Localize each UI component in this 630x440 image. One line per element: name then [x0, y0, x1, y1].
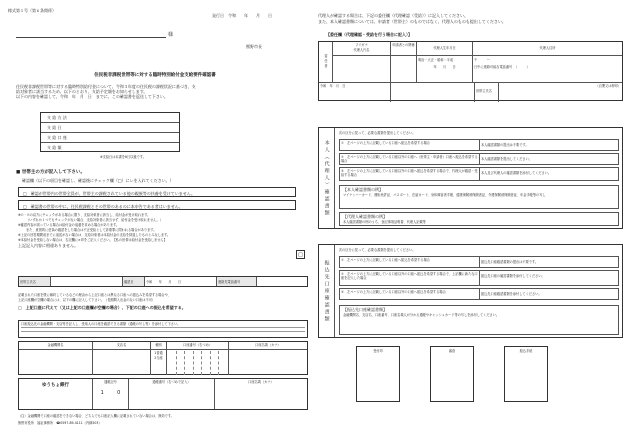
section-check-title: ■ 世帯主の方が記入して下さい。	[16, 170, 85, 175]
transfer-intro: 次の区分に従って、必要な書類を提出してください。	[339, 248, 416, 252]
transfer-doc-examples: 【振込先口座確認書類】 金融機関名、支店名、口座番号、口座名義人が分かる通帳やキャッシュカード等の写しを添付してください。	[339, 305, 619, 335]
householder-name-label: 世帯主氏名	[19, 277, 51, 286]
proxy-birth-header: 代理人生年月日	[417, 42, 473, 55]
payment-account-label: 支 給 口 座	[41, 133, 179, 143]
review-stamp-box: 審査	[430, 346, 474, 402]
proxy-address-header: 代理人住所	[539, 46, 556, 50]
check-item-2[interactable]: □ 確認書の世帯の中に、住民税課税とその世帯のあるのに本申告である者はいません。	[18, 200, 296, 210]
transfer-row-2: ② 左ページの上方に記載している口座以外の口座へ振込を希望する場合で、上記欄に新たな口座を記入した場合 振込先口座の確認書類を添付してください。	[339, 270, 619, 286]
yucho-symbol-digit-2: 0	[117, 389, 121, 396]
proxy-address-field[interactable]: 〒 ー 日中に連絡可能な電話番号 （ ）	[474, 57, 530, 69]
form-title: 住民税非課税世帯等に対する臨時特別給付金支給要件確認書	[94, 73, 216, 78]
form-number: 様式第１号（第６条関係）	[8, 8, 56, 13]
kind-header: 種別	[151, 342, 167, 349]
delegation-side-label: 委任者	[319, 42, 333, 82]
transfer-row-1: ① 左ページの上方に記載している口座へ振込を希望する場合 振込先口座確認書類の提出は不要です。	[339, 256, 619, 268]
relation-header: 申請者との関係	[391, 42, 417, 55]
id-row-2: ② 左ページの上方に記載している口座以外の口座へ（世帯主・申請者）口座へ振込を希望する場合 本人確認書類を提出してください。	[339, 153, 619, 165]
account-holder-field[interactable]	[229, 350, 307, 375]
payment-table	[40, 112, 180, 152]
phone-field[interactable]	[257, 277, 307, 286]
id-rows	[339, 139, 619, 181]
section-check-sub: 確認欄（以下の項目を確認し、確認後にチェック欄（□）にレを入れてください。）	[22, 178, 174, 183]
decline-checkbox[interactable]: □	[296, 250, 305, 259]
yucho-label: ゆうちょ銀行	[19, 379, 93, 409]
id-row-3: ③ 左ページの上方に記載している口座以外の口座へ振込を希望する場合で、代理人が確認・受給する場合 本人及び代理人の確認書類を添付してください。	[339, 167, 619, 181]
delegation-date-field[interactable]: 令和 年 月 日	[319, 83, 391, 102]
transfer-documents-panel	[318, 244, 623, 338]
yucho-number[interactable]: 通帳番号（右づめで記入）	[129, 379, 215, 409]
proxy-name-field[interactable]	[333, 56, 391, 82]
yucho-symbol[interactable]: 通帳記号 1 0	[93, 379, 129, 409]
delegation-title: 【委任欄（代理確認・受給を行う場合に記入）】	[326, 32, 412, 37]
contact-info: 熊野市役所 福祉事務所 ☎0597-89-4111（内線503）	[18, 421, 102, 425]
proxy-name-header: フリガナ 代理人氏名	[333, 42, 391, 55]
recipient-line	[16, 32, 166, 38]
bank-account-table	[18, 341, 308, 375]
transfer-stamp-box: 振込手続	[504, 346, 548, 402]
bank-fine-print: 口座振込先の金融機関・支店等を記入し、受取人の口座を確認できる書類（通帳の写し等）を添付して下さい。	[18, 320, 308, 338]
yucho-holder[interactable]: 口座名義（カナ）	[248, 379, 274, 384]
phone-label: 連絡先電話番号	[217, 277, 257, 286]
confirm-date-label: 確認日	[123, 277, 145, 286]
delegation-sign-field[interactable]: （自署又は押印）	[595, 84, 621, 88]
bank-name-field[interactable]	[19, 350, 93, 375]
id-row-1: ① 左ページの上方に記載している口座へ振込を希望する場合 本人確認書類の提出は不要です。	[339, 139, 619, 151]
kind-field[interactable]: 1普通 2当座	[151, 350, 167, 375]
signature-row	[18, 276, 308, 287]
recipient-suffix: 様	[168, 32, 174, 38]
id-doc-examples: 【本人確認書類の例】 マイナンバーカード、運転免許証、パスポート、在留カード、身体障害者手帳、健康保険被保険者証、介護保険被保険者証、年金手帳等の写し	[339, 185, 619, 209]
bank-section-text: 記載された口座を既に解約しているなどの理由から上記口座とは異なる口座への振込みを希望する場合や、 上記口座欄が空欄の場合には、以下の欄に記入して下さい。（長期間入出金のない口座は不可） □ 上記口座に代えて（又は上記の口座欄が空欄の場合）、下記の口座への振込を希望する。	[18, 293, 186, 310]
account-holder-header: 口座名義（カナ）	[255, 342, 281, 347]
id-intro: 次の区分に従って、必要な書類を提出してください。	[339, 131, 416, 135]
relation-field[interactable]	[391, 56, 417, 82]
payment-note: ※支給日は本書を6日以後です。	[100, 155, 146, 159]
payment-method-label: 支 給 方 法	[41, 113, 179, 123]
right-header: 代理人が確認する場合は、下記の委任欄（代理確認（受給））に記入してください。 また、本人確認書類については、申請者（世帯主）のものではなく、代理人のものも提出してください。	[318, 13, 506, 25]
bank-name-header: 金融機関名	[19, 342, 93, 349]
confirm-date-field[interactable]: 令和 年 月 日	[145, 277, 217, 286]
notes: ※①・②の双方にチェックがある場合に限り、支給対象者に該当し、給付金が受け取れます。 （いずれか１つでもチェックがない場合、支給対象者に該当せず、給付金を受け取れません。） ※確認内容が誤っている場合は給付金の返還を求める場合があります。 また、意図的に虚偽の確認をした場合は不正受給として詐欺罪に問われる場合があります。 ※上記の回答期間前までに返送がない場合は、支給対象者は本給付金の支給を辞退したものとみなします。 ※本給付金を受給しない場合は、右記欄に×印をご記入ください。【私の世帯は給付金を受給しません】 上記記入内容に相違ありません。	[18, 213, 171, 248]
branch-field[interactable]	[93, 350, 151, 375]
id-panel-label: 本人（代理人）確認書類	[319, 128, 335, 228]
payment-amount-label: 支 給 額	[47, 145, 62, 150]
delegation-table	[318, 41, 623, 101]
householder-name-field[interactable]	[51, 277, 123, 286]
issuer-name: 熊野市長	[246, 44, 262, 49]
bottom-note: （注）金融機関で口座の確認をできない場合、どちらでも口座記入欄に記載されていない場合は、無効です。	[18, 414, 174, 418]
account-number-field[interactable]	[167, 350, 229, 375]
transfer-panel-label: 振込先口座確認書類	[319, 245, 335, 337]
check-item-1[interactable]: □ 確認が世帯内の世帯全員が、世帯主の課税されている他の親族等の扶養を受けていません。	[18, 187, 296, 197]
issue-date: 発行日 令和 年 月 日	[212, 13, 272, 18]
proxy-doc-examples: 【代理人確認書類の例】 本人確認書類の例のうち、登記事項証明書、代理人記載等	[339, 212, 619, 226]
branch-header: 支店名	[93, 342, 151, 349]
intro-text: 住民税非課税世帯等に対する臨時特別給付金について、令和３年度の住民税の課税状況に基づき、支 給対象者に該当するため、以下のとおり、支給予定額をお知らせします。 以下の内容を確認して、令和 年 月 日 までに、この確認書を返送して下さい。	[16, 84, 196, 99]
stamp-area	[318, 346, 623, 408]
transfer-row-3: ③ 左ページの上方に記載している口座以外の口座へ振込を希望する場合 振込先口座確認書類を添付してください。	[339, 288, 619, 300]
account-number-header: 口座番号（右づめ）	[167, 342, 229, 349]
payment-date-label: 支 給 日	[41, 123, 179, 133]
delegation-sign-label: 世帯主氏名	[475, 83, 499, 102]
yucho-symbol-digit-1: 1	[100, 389, 104, 396]
proxy-birth-field[interactable]: 明治・大正・昭和・平成 年 月 日	[417, 56, 473, 82]
transfer-rows	[339, 256, 619, 300]
yucho-table	[18, 378, 308, 410]
reception-stamp-box: 受付印	[356, 346, 400, 402]
id-documents-panel	[318, 127, 623, 229]
